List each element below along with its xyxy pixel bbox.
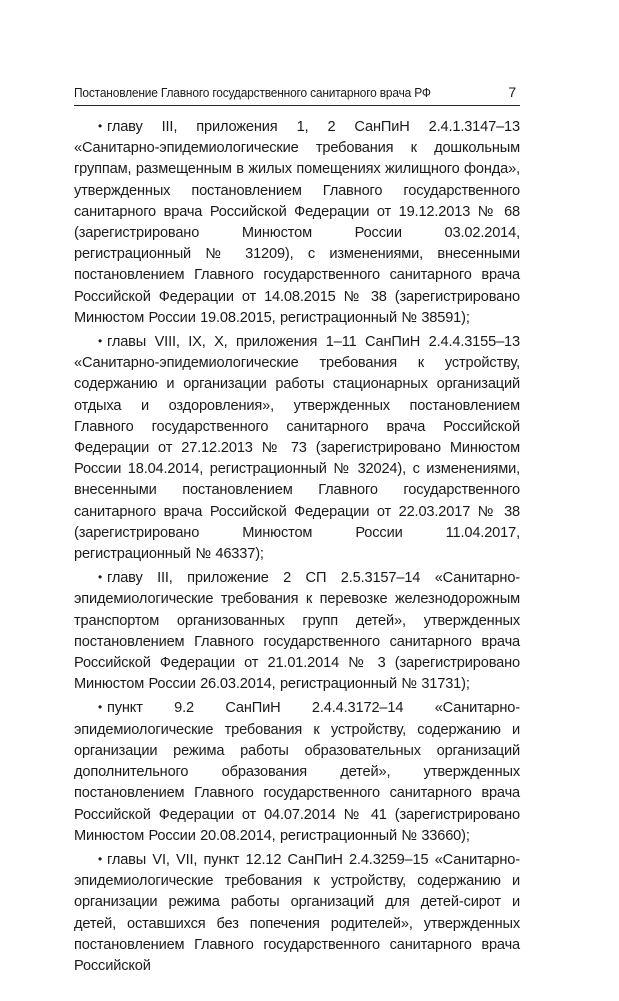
page-number: 7 — [508, 84, 516, 100]
list-item — [74, 849, 520, 977]
list-item — [74, 567, 520, 695]
bullet-icon: • — [98, 851, 103, 866]
list-item-text: главы VIII, IX, X, приложения 1–11 СанПиН 2.4.4.3155–13 «Санитарно-эпидемиологические требования к устройству, содержанию и организации работы стационарных организаций отдыха и оздоровления», утвержденных постановлением Главного государственного санитарного врача Российской Федерации от 27.12.2013 № 73 (зарегистрировано Минюстом России 18.04.2014, регистрационный № 32024), с изменениями, внесенными постановлением Главного государственного санитарного врача Российской Федерации от 22.03.2017 № 38 (зарегистрировано Минюстом России 11.04.2017, регистрационный № 46337); — [74, 334, 520, 563]
list-item — [74, 331, 520, 565]
running-header-title: Постановление Главного государственного санитарного врача РФ — [74, 85, 431, 100]
list-item-text: главу III, приложения 1, 2 СанПиН 2.4.1.3147–13 «Санитарно-эпидемиологические требования к дошкольным группам, размещенным в жилых помещениях жилищного фонда», утвержденных постановлением Главного государственного санитарного врача Российской Федерации от 19.12.2013 № 68 (зарегистрировано Минюстом России 03.02.2014, регистрационный № 31209), с изменениями, внесенными постановлением Главного государственного санитарного врача Российской Федерации от 14.08.2015 № 38 (зарегистрировано Минюстом России 19.08.2015, регистрационный № 38591); — [74, 119, 520, 326]
document-body — [74, 116, 520, 977]
book-page — [74, 84, 520, 979]
list-item — [74, 697, 520, 846]
running-header — [74, 84, 520, 106]
bullet-icon: • — [98, 119, 103, 133]
list-item-text: главу III, приложение 2 СП 2.5.3157–14 «Санитарно-эпидемиологические требования к перевозке железнодорожным транспортом организованных групп детей», утвержденных постановлением Главного государственного санитарного врача Российской Федерации от 21.01.2014 № 3 (зарегистрировано Минюстом России 26.03.2014, регистрационный № 31731); — [74, 570, 520, 693]
list-item-text: пункт 9.2 СанПиН 2.4.4.3172–14 «Санитарно-эпидемиологические требования к устройству, содержанию и организации режима работы образовательных организаций дополнительного образования детей», утвержденных постановлением Главного государственного санитарного врача Российской Федерации от 04.07.2014 № 41 (зарегистрировано Минюстом России 20.08.2014, регистрационный № 33660); — [74, 700, 520, 844]
bullet-icon: • — [98, 570, 103, 585]
list-item — [74, 116, 520, 329]
bullet-icon: • — [98, 334, 103, 349]
bullet-icon: • — [98, 700, 103, 715]
list-item-text: главы VI, VII, пункт 12.12 СанПиН 2.4.3259–15 «Санитарно-эпидемиологические требования к устройству, содержанию и организации режима работы организаций для детей-сирот и детей, оставшихся без попечения родителей», утвержденных постановлением Главного государственного санитарного врача Российской — [74, 851, 520, 974]
